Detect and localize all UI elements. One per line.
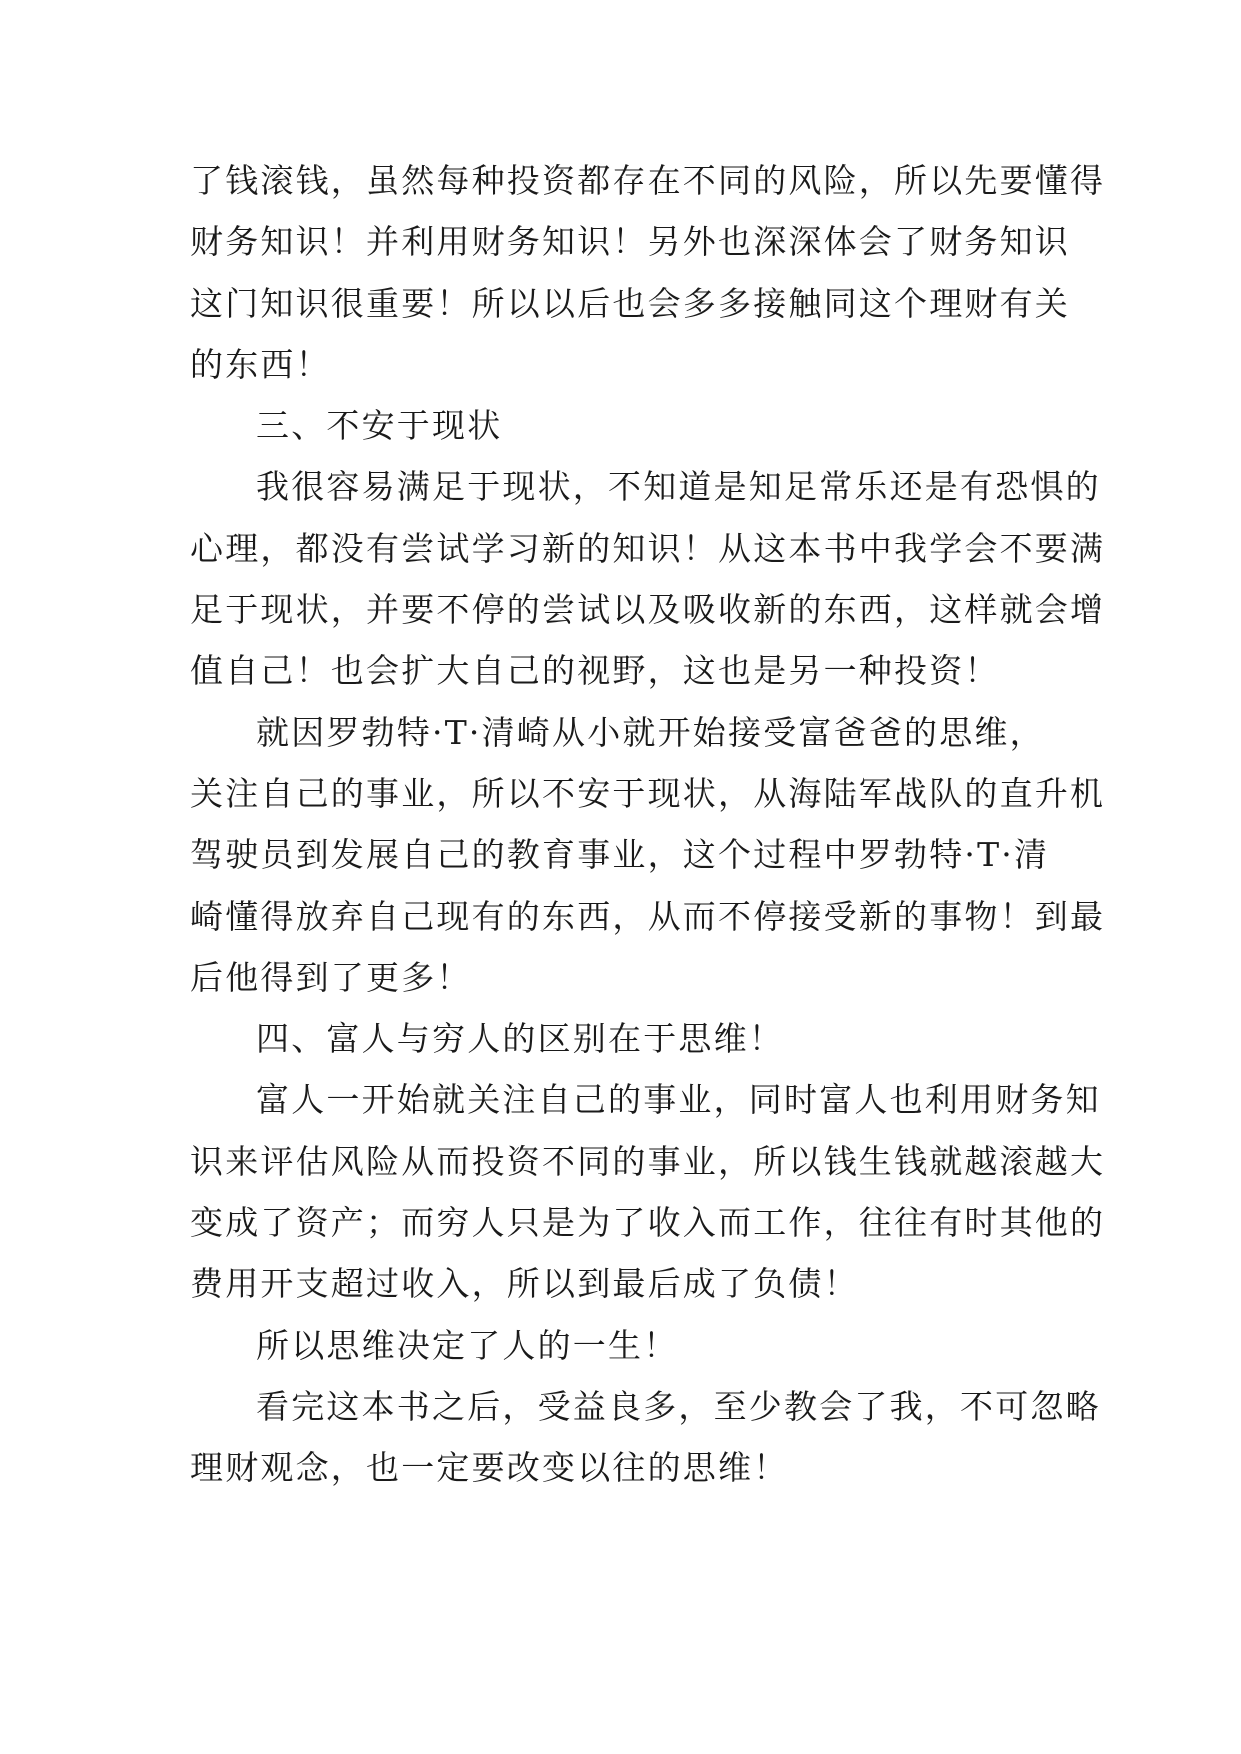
text-line: 识来评估风险从而投资不同的事业，所以钱生钱就越滚越大 <box>190 1141 1106 1181</box>
text-line: 所以思维决定了人的一生！ <box>256 1325 679 1365</box>
text-line: 就因罗勃特·T·清崎从小就开始接受富爸爸的思维， <box>256 712 1045 752</box>
text-line: 费用开支超过收入，所以到最后成了负债！ <box>190 1264 859 1304</box>
text-line: 我很容易满足于现状，不知道是知足常乐还是有恐惧的 <box>256 467 1101 507</box>
text-line: 值自己！也会扩大自己的视野，这也是另一种投资！ <box>190 651 1000 691</box>
text-line: 富人一开始就关注自己的事业，同时富人也利用财务知 <box>256 1080 1101 1120</box>
text-line: 驾驶员到发展自己的教育事业，这个过程中罗勃特·T·清 <box>190 835 1050 875</box>
text-line: 看完这本书之后，受益良多，至少教会了我，不可忽略 <box>256 1386 1101 1426</box>
text-line: 关注自己的事业，所以不安于现状，从海陆军战队的直升机 <box>190 773 1106 813</box>
text-line: 了钱滚钱，虽然每种投资都存在不同的风险，所以先要懂得 <box>190 161 1106 200</box>
section-heading: 四、富人与穷人的区别在于思维！ <box>256 1019 784 1059</box>
body-text <box>190 150 1106 1499</box>
text-line: 足于现状，并要不停的尝试以及吸收新的东西，这样就会增 <box>190 590 1106 630</box>
text-line: 后他得到了更多！ <box>190 957 472 997</box>
text-line: 心理，都没有尝试学习新的知识！从这本书中我学会不要满 <box>190 528 1106 568</box>
text-line: 财务知识！并利用财务知识！另外也深深体会了财务知识 <box>190 222 1070 262</box>
text-line: 变成了资产；而穷人只是为了收入而工作，往往有时其他的 <box>190 1203 1106 1243</box>
text-line: 这门知识很重要！所以以后也会多多接触同这个理财有关 <box>190 283 1070 323</box>
section-heading: 三、不安于现状 <box>256 406 503 446</box>
text-line: 崎懂得放弃自己现有的东西，从而不停接受新的事物！到最 <box>190 896 1106 936</box>
text-line: 的东西！ <box>190 344 331 384</box>
text-line: 理财观念，也一定要改变以往的思维！ <box>190 1448 789 1488</box>
